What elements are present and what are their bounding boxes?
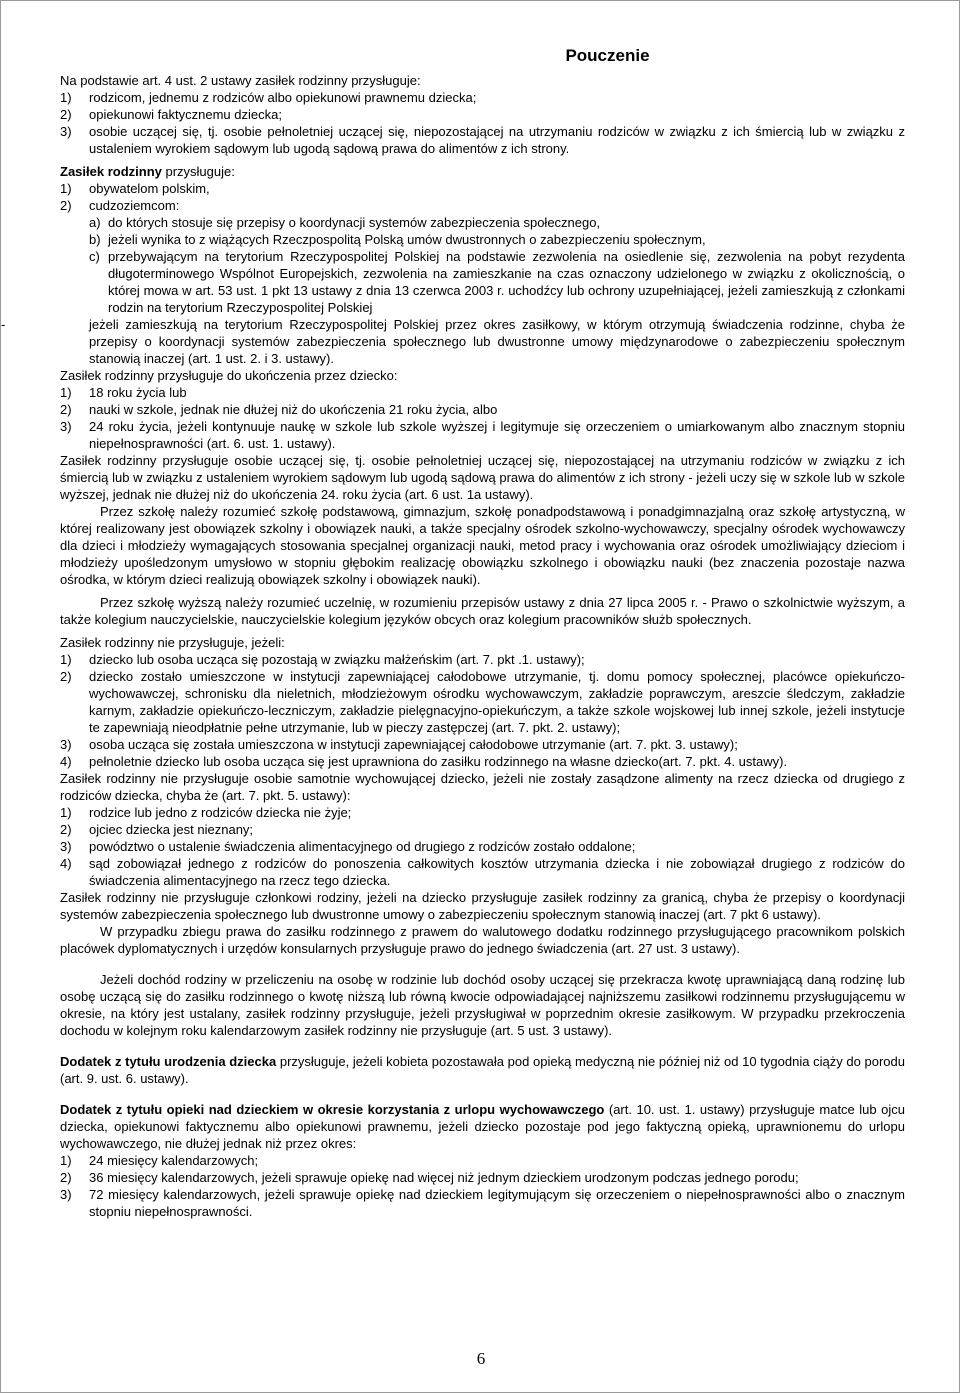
exclusions-list [60,651,905,770]
list-item: 2) ojciec dziecka jest nieznany; [60,822,254,837]
list-item: 2) nauki w szkole, jednak nie dłużej niż do ukończenia 21 roku życia, albo [60,402,498,417]
intro-paragraph: Na podstawie art. 4 ust. 2 ustawy zasiłek rodzinny przysługuje: [60,73,421,88]
list-item: 2) opiekunowi faktycznemu dziecka; [60,107,282,122]
birth-allowance-paragraph: Dodatek z tytułu urodzenia dziecka przysługuje, jeżeli kobieta pozostawała pod opieką medyczną nie później niż od 10 tygodnia ciąży do porodu (art. 9. ust. 6. ustawy). [60,1054,905,1086]
list-item: 1) obywatelom polskim, [60,181,210,196]
list-item: 3) 24 roku życia, jeżeli kontynuuje naukę w szkole lub szkole wyższej i legitymuje się orzeczeniem o umiarkowanym albo znacznym stopniu niepełnosprawności (art. 6. ust. 1. ustawy). [60,419,905,451]
list-item: 4) pełnoletnie dziecko lub osoba ucząca się jest uprawniona do zasiłku rodzinnego na własne dziecko(art. 7. pkt. 4. ustawy). [60,754,788,769]
document-body [1,46,905,1220]
sub-list-item: a) do których stosuje się przepisy o koordynacji systemów zabezpieczenia społecznego, [89,215,601,230]
list-item: 4) sąd zobowiązał jednego z rodziców do ponoszenia całkowitych kosztów utrzymania dziecka i nie zobowiązał drugiego z rodziców do świadczenia alimentacyjnego na rzecz tego dziecka. [60,856,905,888]
single-parent-list [60,804,905,889]
age-limit-list [60,384,905,452]
school-definition: Przez szkołę należy rozumieć szkołę podstawową, gimnazjum, szkołę ponadpodstawową i ponadgimnazjalną oraz szkołę artystyczną, w której realizowany jest obowiązek szkolny i obowiązek nauki, a także specjalny ośrodek szkolno-wychowawczy, specjalny ośrodek wychowawczy dla dzieci i młodzieży wymagających stosowania specjalnej organizacji nauki, metod pracy i wychowania oraz ośrodek umożliwiający dzieciom i młodzieży upośledzonym umysłowo w stopniu głębokim realizację obowiązku szkolnego i obowiązku nauki (bez znaczenia pozostaje nazwa ośrodka, w którym dzieci realizują obowiązek szkolny i obowiązek nauki). [60,504,905,587]
list-item: 3) 72 miesięcy kalendarzowych, jeżeli sprawuje opiekę nad dzieckiem legitymującym się orzeczeniem o niepełnosprawności albo o znacznym stopniu niepełnosprawności. [60,1187,905,1219]
abroad-paragraph: Zasiłek rodzinny nie przysługuje członkowi rodziny, jeżeli na dziecko przysługuje zasiłek rodzinny za granicą, chyba że przepisy o koordynacji systemów zabezpieczenia społecznego lub dwustronne umowy o zabezpieczeniu społecznym stanowią inaczej (art. 7 pkt 6 ustawy). [60,890,905,922]
list-item: 1) rodzice lub jedno z rodziców dziecka nie żyje; [60,805,352,820]
sub-list-item: b) jeżeli wynika to z wiążących Rzeczpospolitą Polską umów dwustronnych o zabezpieczeniu społecznym, [89,232,706,247]
page-title: Pouczenie [565,46,650,65]
age-limit-heading: Zasiłek rodzinny przysługuje do ukończenia przez dziecko: [60,368,398,383]
single-parent-heading: Zasiłek rodzinny nie przysługuje osobie samotnie wychowującej dziecko, jeżeli nie zostały zasądzone alimenty na rzecz dziecka od drugiego z rodziców dziecka, chyba że (art. 7. pkt. 5. ustawy): [60,771,905,803]
list-item: 2) dziecko zostało umieszczone w instytucji zapewniającej całodobowe utrzymanie, tj. domu pomocy społecznej, placówce opiekuńczo-wychowawczej, schronisku dla nieletnich, młodzieżowym ośrodku wychowawczym, zakładzie poprawczym, areszcie śledczym, zakładzie karnym, zakładzie opiekuńczo-leczniczym, zakładzie pielęgnacyjno-opiekuńczym, a także szkole wojskowej lub innej szkole, jeżeli instytucje te zapewniają nieodpłatnie pełne utrzymanie, lub w pieczy zastępczej (art. 7. pkt. 2. ustawy); [60,669,905,735]
bold-phrase: Zasiłek rodzinny [60,164,162,179]
eligibility-heading: Zasiłek rodzinny przysługuje: [60,164,235,179]
student-paragraph: Zasiłek rodzinny przysługuje osobie uczącej się, tj. osobie pełnoletniej uczącej się, niepozostającej na utrzymaniu rodziców w związku z ich śmiercią lub w związku z ustaleniem wyrokiem sądowym lub ugodą sądową prawa do alimentów z ich strony - jeżeli uczy się w szkole lub w szkole wyższej, jednak nie dłużej niż do ukończenia 24. roku życia (art. 6 ust. 1a ustawy). [60,453,905,502]
list-item: 1) 24 miesięcy kalendarzowych; [60,1153,259,1168]
intro-list [60,89,905,157]
exclusions-heading: Zasiłek rodzinny nie przysługuje, jeżeli: [60,635,285,650]
parental-leave-list [60,1152,905,1220]
eligibility-list [1,180,905,367]
list-item: 1) dziecko lub osoba ucząca się pozostają w związku małżeńskim (art. 7. pkt .1. ustawy); [60,652,585,667]
list-item: 3) powództwo o ustalenie świadczenia alimentacyjnego od drugiego z rodziców zostało oddalone; [60,839,636,854]
page-number: 6 [476,1349,486,1368]
dash-item: - jeżeli zamieszkują na terytorium Rzeczypospolitej Polskiej przez okres zasiłkowy, w którym otrzymują świadczenia rodzinne, chyba że przepisy o koordynacji systemów zabezpieczenia społecznego lub dwustronne umowy międzynarodowe o zabezpieczeniu społecznym stanowią inaczej (art. 1 ust. 2. i 3. ustawy). [1,317,905,366]
list-item: 1) rodzicom, jednemu z rodziców albo opiekunowi prawnemu dziecka; [60,90,477,105]
higher-school-definition: Przez szkołę wyższą należy rozumieć uczelnię, w rozumieniu przepisów ustawy z dnia 27 lipca 2005 r. - Prawo o szkolnictwie wyższym, a także kolegium nauczycielskie, nauczycielskie kolegium języków obcych oraz kolegium pracowników służb społecznych. [60,595,905,627]
list-item: 2) 36 miesięcy kalendarzowych, jeżeli sprawuje opiekę nad więcej niż jednym dzieckiem urodzonym podczas jednego porodu; [60,1170,799,1185]
bold-phrase: Dodatek z tytułu urodzenia dziecka [60,1054,277,1069]
list-item: 1) 18 roku życia lub [60,385,187,400]
income-paragraph: Jeżeli dochód rodziny w przeliczeniu na osobę w rodzinie lub dochód osoby uczącej się przekracza kwotę uprawniającą daną rodzinę lub osobę uczącą się do zasiłku rodzinnego o kwotę niższą lub równą kwocie odpowiadającej najniższemu zasiłkowi rodzinnemu przysługującemu w okresie, na który jest ustalany, zasiłek rodzinny przysługuje, jeżeli przysługiwał w poprzednim okresie zasiłkowym. W przypadku przekroczenia dochodu w kolejnym roku kalendarzowym zasiłek rodzinny nie przysługuje (art. 5 ust. 3 ustawy). [60,972,905,1038]
currency-allowance-paragraph: W przypadku zbiegu prawa do zasiłku rodzinnego z prawem do walutowego dodatku rodzinnego przysługującego pracownikom polskich placówek dyplomatycznych i urzędów konsularnych przysługuje prawo do jednego świadczenia (art. 27 ust. 3 ustawy). [60,924,905,956]
sub-list-item: c) przebywającym na terytorium Rzeczypospolitej Polskiej na podstawie zezwolenia na osiedlenie się, zezwolenia na pobyt rezydenta długoterminowego Wspólnot Europejskich, zezwolenia na zamieszkanie na czas oznaczony udzielonego w związku z okolicznością, o której mowa w art. 53 ust. 1 pkt 13 ustawy z dnia 13 czerwca 2003 r. uchodźcy lub ochrony uzupełniającej, jeżeli zamieszkują z członkami rodzin na terytorium Rzeczypospolitej Polskiej [89,249,905,315]
bold-phrase: Dodatek z tytułu opieki nad dzieckiem w okresie korzystania z urlopu wychowawczego [60,1102,605,1117]
list-item: 3) osoba ucząca się została umieszczona w instytucji zapewniającej całodobowe utrzymanie (art. 7. pkt. 3. ustawy); [60,737,738,752]
parental-leave-allowance-paragraph: Dodatek z tytułu opieki nad dzieckiem w okresie korzystania z urlopu wychowawczego (art. 10. ust. 1. ustawy) przysługuje matce lub ojcu dziecka, opiekunowi faktycznemu albo opiekunowi prawnemu, jeżeli dziecko pozostaje pod jego faktyczną opieką, uprawnionemu do urlopu wychowawczego, nie dłużej jednak niż przez okres: [60,1102,905,1151]
list-item: 2) cudzoziemcom: [60,198,180,213]
list-item: 3) osobie uczącej się, tj. osobie pełnoletniej uczącej się, niepozostającej na utrzymaniu rodziców w związku z ich śmiercią lub w związku z ustaleniem wyrokiem sądowym lub ugodą sądową prawa do alimentów z ich strony. [60,124,905,156]
